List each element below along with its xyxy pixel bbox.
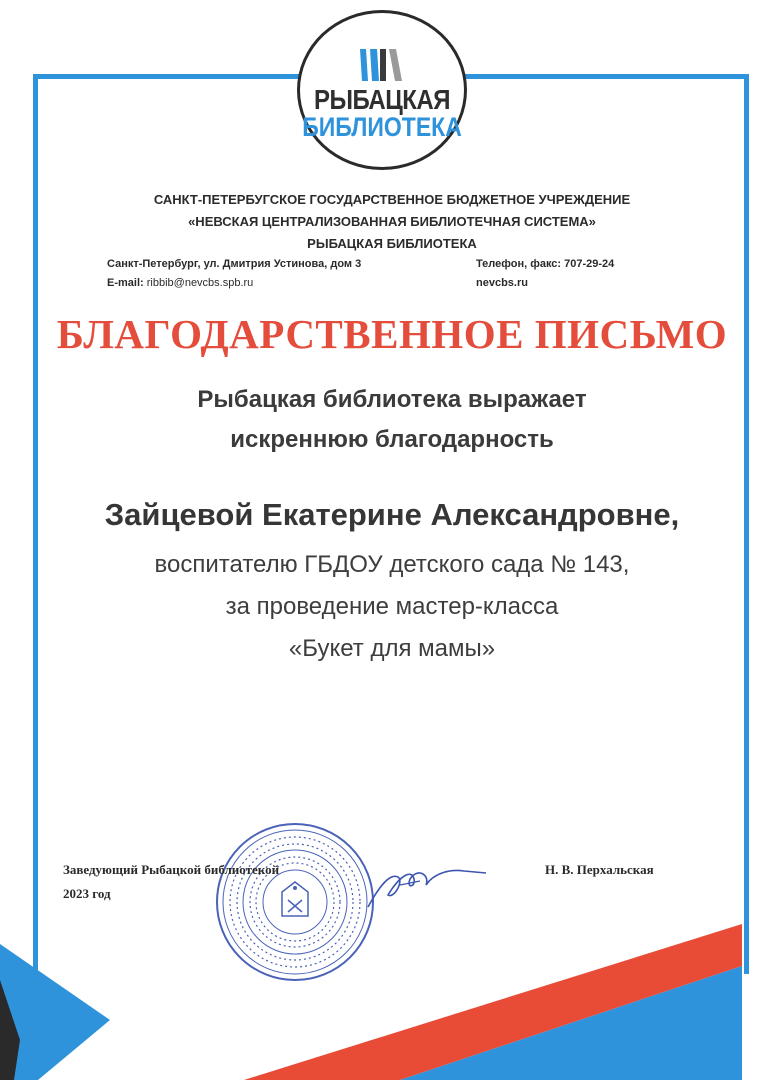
- signer-position: Заведующий Рыбацкой библиотекой: [63, 862, 280, 877]
- address: Санкт-Петербург, ул. Дмитрия Устинова, дом 3: [107, 258, 362, 270]
- email-line: [107, 277, 253, 289]
- thanks-line2: искреннюю благодарность: [230, 426, 554, 453]
- logo-text-line2: БИБЛИОТЕКА: [302, 111, 462, 142]
- org-name-line1: САНКТ-ПЕТЕРБУГСКОЕ ГОСУДАРСТВЕННОЕ БЮДЖЕТНОЕ УЧРЕЖДЕНИЕ: [153, 192, 631, 207]
- logo-text-line1: РЫБАЦКАЯ: [314, 84, 450, 116]
- books-icon: [356, 47, 408, 83]
- event-name: «Букет для мамы»: [288, 635, 496, 662]
- library-logo: [297, 10, 467, 170]
- letter-title: БЛАГОДАРСТВЕННОЕ ПИСЬМО: [56, 311, 728, 357]
- decorative-stripes: [0, 910, 784, 1080]
- signer-name: Н. В. Перхальская: [545, 862, 654, 877]
- email-label: E-mail:: [107, 277, 144, 289]
- recipient-name: Зайцевой Екатерине Александровне,: [104, 497, 680, 532]
- thanks-line1: Рыбацкая библиотека выражает: [197, 386, 587, 413]
- email-value: ribbib@nevcbs.spb.ru: [146, 277, 254, 289]
- handwritten-signature: [360, 855, 490, 915]
- org-name-line3: РЫБАЦКАЯ БИБЛИОТЕКА: [307, 236, 477, 251]
- recipient-position: воспитателю ГБДОУ детского сада № 143,: [154, 551, 630, 578]
- year: 2023 год: [63, 886, 111, 901]
- website: nevcbs.ru: [476, 277, 528, 289]
- reason-line: за проведение мастер-класса: [225, 593, 559, 620]
- phone: Телефон, факс: 707-29-24: [476, 258, 615, 270]
- org-name-line2: «НЕВСКАЯ ЦЕНТРАЛИЗОВАННАЯ БИБЛИОТЕЧНАЯ СИСТЕМА»: [188, 214, 596, 229]
